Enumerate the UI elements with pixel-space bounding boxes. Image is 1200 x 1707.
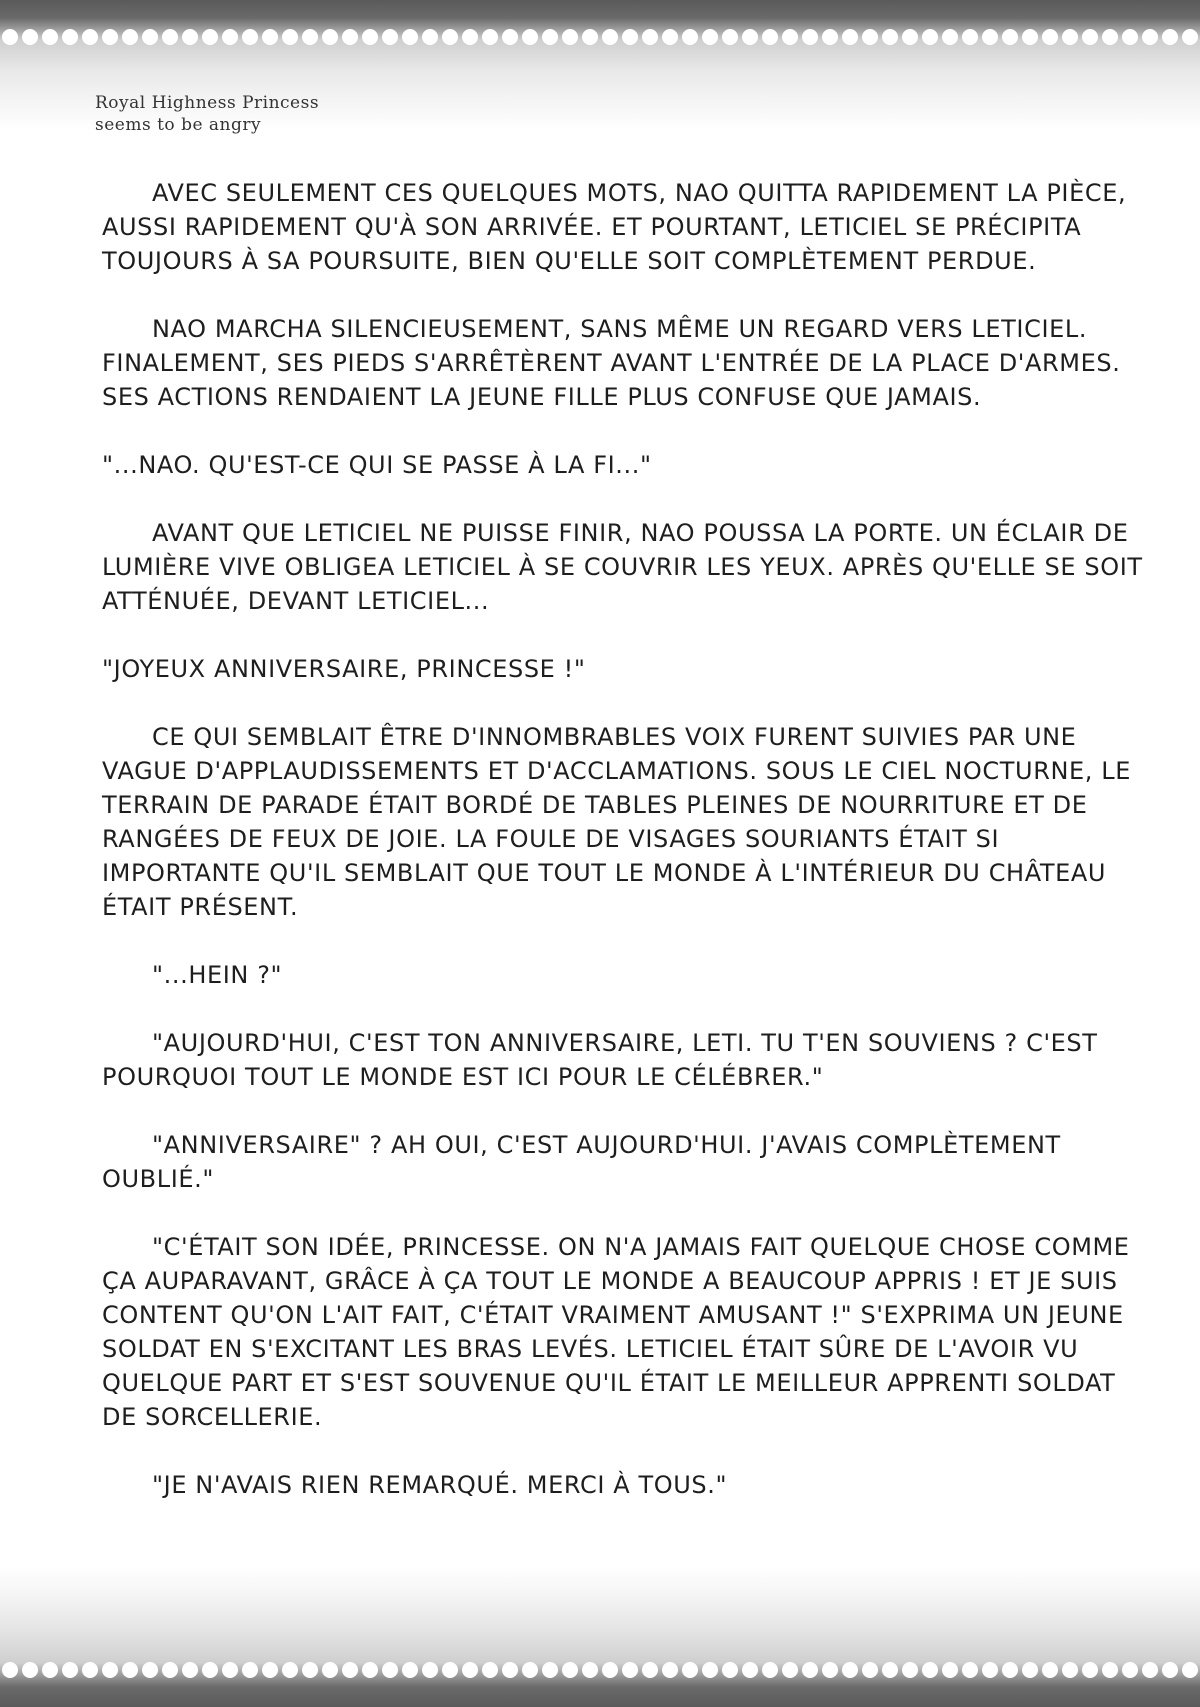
scallop-ornament — [422, 1662, 438, 1678]
scallop-ornament — [362, 1662, 378, 1678]
paragraph: "JOYEUX ANNIVERSAIRE, PRINCESSE !" — [102, 655, 586, 683]
scallop-ornament — [1062, 1662, 1078, 1678]
scallop-ornament — [442, 29, 458, 45]
scallop-ornament — [102, 1662, 118, 1678]
scallop-ornament — [962, 29, 978, 45]
paragraph: AVANT QUE LETICIEL NE PUISSE FINIR, NAO POUSSA LA PORTE. UN ÉCLAIR DE LUMIÈRE VIVE OBLIGEA LETICIEL À SE COUVRIR LES YEUX. APRÈS QU'ELLE SE SOIT ATTÉNUÉE, DEVANT LETICIEL... — [102, 519, 1143, 615]
scallop-ornament — [222, 29, 238, 45]
scallop-ornament — [1122, 29, 1138, 45]
scallop-ornament — [202, 1662, 218, 1678]
scallop-ornament — [702, 1662, 718, 1678]
scallop-ornament — [582, 29, 598, 45]
scallop-ornament — [182, 1662, 198, 1678]
scallop-ornament — [262, 29, 278, 45]
scallop-ornament — [1122, 1662, 1138, 1678]
scallop-ornament — [1102, 1662, 1118, 1678]
paragraph: "JE N'AVAIS RIEN REMARQUÉ. MERCI À TOUS." — [152, 1471, 728, 1499]
scallop-ornament — [942, 29, 958, 45]
scallop-ornament — [642, 29, 658, 45]
scallop-ornament — [862, 1662, 878, 1678]
scallop-ornament — [1062, 29, 1078, 45]
scallop-ornament — [742, 1662, 758, 1678]
scallop-ornament — [802, 29, 818, 45]
scallop-ornament — [922, 29, 938, 45]
scallop-ornament — [662, 1662, 678, 1678]
scallop-ornament — [342, 29, 358, 45]
scallop-ornament — [722, 1662, 738, 1678]
scallop-ornament — [822, 29, 838, 45]
scallop-ornament — [962, 1662, 978, 1678]
scallop-ornament — [982, 1662, 998, 1678]
scallop-ornament — [122, 29, 138, 45]
scallop-ornament — [142, 29, 158, 45]
scallop-ornament — [2, 1662, 18, 1678]
scallop-ornament — [1142, 29, 1158, 45]
scallop-ornament — [462, 29, 478, 45]
scallop-ornament — [542, 29, 558, 45]
scallop-ornament — [882, 1662, 898, 1678]
scallop-ornament — [502, 29, 518, 45]
scallop-ornament — [922, 1662, 938, 1678]
scallop-ornament — [282, 29, 298, 45]
scallop-ornament — [1162, 1662, 1178, 1678]
scallop-ornament — [842, 1662, 858, 1678]
scallop-ornament — [1102, 29, 1118, 45]
paragraph: NAO MARCHA SILENCIEUSEMENT, SANS MÊME UN REGARD VERS LETICIEL. FINALEMENT, SES PIEDS S'ARRÊTÈRENT AVANT L'ENTRÉE DE LA PLACE D'ARMES. SES ACTIONS RENDAIENT LA JEUNE FILLE PLUS CONFUSE QUE JAMAIS. — [102, 315, 1121, 411]
scallop-ornament — [82, 29, 98, 45]
scallop-ornament — [762, 1662, 778, 1678]
scallop-ornament — [1002, 29, 1018, 45]
scallop-ornament — [82, 1662, 98, 1678]
paragraph: "AUJOURD'HUI, C'EST TON ANNIVERSAIRE, LETI. TU T'EN SOUVIENS ? C'EST POURQUOI TOUT LE MONDE EST ICI POUR LE CÉLÉBRER." — [102, 1029, 1098, 1091]
scallop-ornament — [322, 29, 338, 45]
scallop-ornament — [562, 1662, 578, 1678]
paragraph: "C'ÉTAIT SON IDÉE, PRINCESSE. ON N'A JAMAIS FAIT QUELQUE CHOSE COMME ÇA AUPARAVANT, GRÂCE À ÇA TOUT LE MONDE A BEAUCOUP APPRIS ! ET JE SUIS CONTENT QU'ON L'AIT FAIT, C'ÉTAIT VRAIMENT AMUSANT !" S'EXPRIMA UN JEUNE SOLDAT EN S'EXCITANT LES BRAS LEVÉS. LETICIEL ÉTAIT SÛRE DE L'AVOIR VU QUELQUE PART ET S'EST SOUVENUE QU'IL ÉTAIT LE MEILLEUR APPRENTI SOLDAT DE SORCELLERIE. — [102, 1233, 1130, 1431]
scallop-ornament — [262, 1662, 278, 1678]
scallop-ornament — [822, 1662, 838, 1678]
scallop-ornament — [242, 1662, 258, 1678]
scallop-ornament — [202, 29, 218, 45]
scallop-ornament — [342, 1662, 358, 1678]
scallop-ornament — [782, 1662, 798, 1678]
scallop-ornament — [402, 29, 418, 45]
scallop-ornament — [1182, 1662, 1198, 1678]
scallop-ornament — [622, 29, 638, 45]
scallop-ornament — [122, 1662, 138, 1678]
scallop-ornament — [482, 29, 498, 45]
scallop-ornament — [22, 1662, 38, 1678]
scallop-ornament — [802, 1662, 818, 1678]
scallop-ornament — [1042, 29, 1058, 45]
scallop-ornament — [522, 1662, 538, 1678]
scallop-ornament — [502, 1662, 518, 1678]
scallop-ornament — [582, 1662, 598, 1678]
scallop-ornament — [422, 29, 438, 45]
scallop-ornament — [182, 29, 198, 45]
scallop-ornament — [162, 1662, 178, 1678]
scallop-ornament — [662, 29, 678, 45]
book-title-line-1: Royal Highness Princess — [95, 93, 320, 113]
scallop-ornament — [1082, 1662, 1098, 1678]
scallop-ornament — [42, 29, 58, 45]
scallop-ornament — [1082, 29, 1098, 45]
scallop-ornament — [602, 29, 618, 45]
scallop-ornament — [842, 29, 858, 45]
story-text — [102, 176, 1157, 1536]
scallop-ornament — [62, 1662, 78, 1678]
scallop-ornament — [1022, 29, 1038, 45]
scallop-ornament — [902, 1662, 918, 1678]
scallop-ornament — [1182, 29, 1198, 45]
scallop-ornament — [1022, 1662, 1038, 1678]
scallop-ornament — [682, 1662, 698, 1678]
scallop-ornament — [762, 29, 778, 45]
paragraph: "...HEIN ?" — [152, 961, 283, 989]
book-title-line-2: seems to be angry — [95, 115, 262, 135]
scallop-ornament — [162, 29, 178, 45]
scallop-ornament — [42, 1662, 58, 1678]
scallop-ornament — [462, 1662, 478, 1678]
scallop-ornament — [442, 1662, 458, 1678]
scallop-ornament — [982, 29, 998, 45]
scallop-ornament — [382, 29, 398, 45]
scallop-ornament — [1142, 1662, 1158, 1678]
scallop-ornament — [1002, 1662, 1018, 1678]
book-title-header — [95, 92, 319, 136]
scallop-ornament — [482, 1662, 498, 1678]
scallop-ornament — [382, 1662, 398, 1678]
scallop-ornament — [882, 29, 898, 45]
scallop-ornament — [942, 1662, 958, 1678]
paragraph: CE QUI SEMBLAIT ÊTRE D'INNOMBRABLES VOIX FURENT SUIVIES PAR UNE VAGUE D'APPLAUDISSEMENTS ET D'ACCLAMATIONS. SOUS LE CIEL NOCTURNE, LE TERRAIN DE PARADE ÉTAIT BORDÉ DE TABLES PLEINES DE NOURRITURE ET DE RANGÉES DE FEUX DE JOIE. LA FOULE DE VISAGES SOURIANTS ÉTAIT SI IMPORTANTE QU'IL SEMBLAIT QUE TOUT LE MONDE À L'INTÉRIEUR DU CHÂTEAU ÉTAIT PRÉSENT. — [102, 723, 1131, 921]
scallop-ornament — [282, 1662, 298, 1678]
scallop-ornament — [622, 1662, 638, 1678]
scallop-ornament — [682, 29, 698, 45]
scallop-ornament — [1042, 1662, 1058, 1678]
scallop-ornament — [362, 29, 378, 45]
scallop-ornament — [302, 29, 318, 45]
paragraph: AVEC SEULEMENT CES QUELQUES MOTS, NAO QUITTA RAPIDEMENT LA PIÈCE, AUSSI RAPIDEMENT QU'À SON ARRIVÉE. ET POURTANT, LETICIEL SE PRÉCIPITA TOUJOURS À SA POURSUITE, BIEN QU'ELLE SOIT COMPLÈTEMENT PERDUE. — [102, 179, 1127, 275]
scallop-ornament — [542, 1662, 558, 1678]
scallop-ornament — [902, 29, 918, 45]
top-scallop-border — [0, 22, 1200, 52]
paragraph: "ANNIVERSAIRE" ? AH OUI, C'EST AUJOURD'HUI. J'AVAIS COMPLÈTEMENT OUBLIÉ." — [102, 1131, 1061, 1193]
scallop-ornament — [522, 29, 538, 45]
scallop-ornament — [1162, 29, 1178, 45]
scallop-ornament — [562, 29, 578, 45]
scallop-ornament — [642, 1662, 658, 1678]
scallop-ornament — [322, 1662, 338, 1678]
scallop-ornament — [102, 29, 118, 45]
scallop-ornament — [722, 29, 738, 45]
scallop-ornament — [62, 29, 78, 45]
scallop-ornament — [2, 29, 18, 45]
scallop-ornament — [402, 1662, 418, 1678]
bottom-scallop-border — [0, 1655, 1200, 1685]
scallop-ornament — [602, 1662, 618, 1678]
scallop-ornament — [142, 1662, 158, 1678]
scallop-ornament — [302, 1662, 318, 1678]
scallop-ornament — [22, 29, 38, 45]
bottom-decorative-border — [0, 1567, 1200, 1707]
scallop-ornament — [702, 29, 718, 45]
scallop-ornament — [862, 29, 878, 45]
scallop-ornament — [742, 29, 758, 45]
scallop-ornament — [782, 29, 798, 45]
scallop-ornament — [242, 29, 258, 45]
scallop-ornament — [222, 1662, 238, 1678]
paragraph: "...NAO. QU'EST-CE QUI SE PASSE À LA FI..." — [102, 451, 652, 479]
